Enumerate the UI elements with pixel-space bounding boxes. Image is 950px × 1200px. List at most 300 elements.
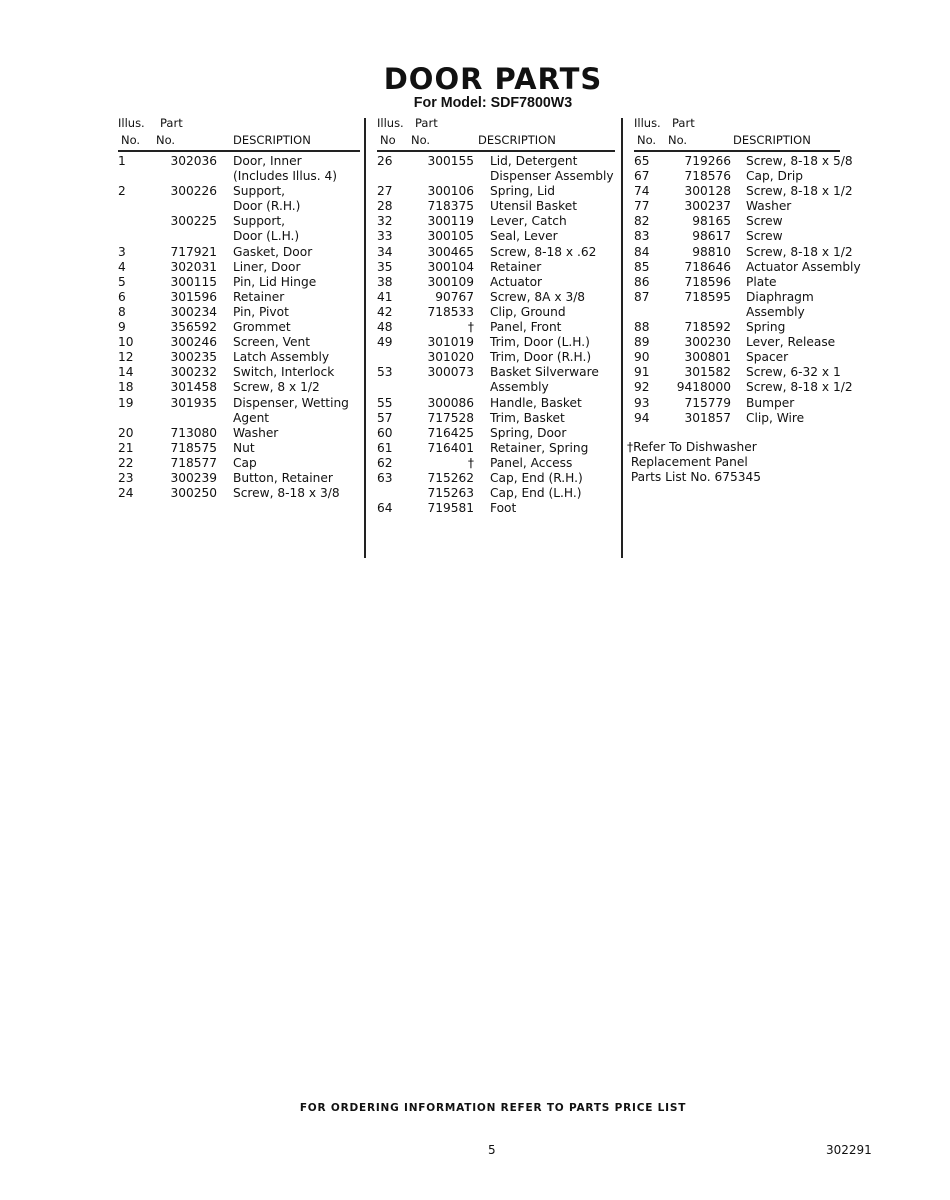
part-no-header: No. <box>668 133 688 147</box>
part-description: Trim, Door (R.H.) <box>490 350 592 365</box>
table-row <box>377 184 617 199</box>
illus-number: 21 <box>118 440 134 455</box>
illus-number: 1 <box>118 154 126 168</box>
illus-number: 55 <box>377 395 393 410</box>
table-row <box>118 441 360 456</box>
table-row <box>118 184 360 214</box>
part-number: 300225 <box>170 214 217 229</box>
part-description: Switch, Interlock <box>233 365 335 380</box>
illus-number: 26 <box>377 154 393 168</box>
part-description: Foot <box>490 501 517 516</box>
document-number: 302291 <box>826 1143 872 1157</box>
row-line <box>634 275 866 290</box>
part-description: Screw, 8A x 3/8 <box>490 289 586 304</box>
illus-number: 64 <box>377 501 393 516</box>
part-no-header: No. <box>156 133 176 147</box>
illus-number: 32 <box>377 214 393 229</box>
table-row <box>634 380 866 395</box>
part-description: Screen, Vent <box>233 335 311 350</box>
row-line <box>118 396 360 411</box>
row-line <box>634 245 866 260</box>
row-line <box>377 335 617 350</box>
table-row <box>634 275 866 290</box>
row-line <box>377 350 617 365</box>
part-description: Screw <box>746 214 783 229</box>
part-description: Dispenser Assembly <box>490 169 614 184</box>
illus-no-header: No. <box>121 133 141 147</box>
part-description: Diaphragm <box>746 289 814 304</box>
part-description: Pin, Lid Hinge <box>233 274 317 289</box>
illus-number: 82 <box>634 214 650 229</box>
row-line <box>634 380 866 395</box>
part-number: 718533 <box>427 304 474 319</box>
part-description: Plate <box>746 274 777 289</box>
part-description: Cap, Drip <box>746 169 803 184</box>
table-row <box>118 290 360 305</box>
table-row <box>118 380 360 395</box>
table-row <box>634 350 866 365</box>
part-number: 98165 <box>692 214 731 229</box>
table-row <box>118 456 360 471</box>
table-row <box>634 335 866 350</box>
part-description: Agent <box>233 410 270 425</box>
part-number: 300109 <box>427 274 474 289</box>
part-number: 718595 <box>684 289 731 304</box>
part-description: Clip, Ground <box>490 304 566 319</box>
table-row <box>634 411 866 426</box>
part-number: 718375 <box>427 199 474 214</box>
part-number: 301596 <box>170 289 217 304</box>
illus-number: 27 <box>377 184 393 199</box>
part-number: 98617 <box>692 229 731 244</box>
table-row <box>377 290 617 305</box>
part-description: Lever, Catch <box>490 214 567 229</box>
row-line <box>118 411 360 426</box>
model-subtitle: For Model: SDF7800W3 <box>413 94 573 111</box>
row-line <box>634 305 866 320</box>
row-line <box>118 154 360 169</box>
table-row <box>118 154 360 184</box>
part-description: Button, Retainer <box>233 470 333 485</box>
illus-number: 86 <box>634 274 650 289</box>
part-description: Cap, End (L.H.) <box>490 486 582 501</box>
part-number: 718596 <box>684 274 731 289</box>
illus-header: Illus. <box>377 116 404 130</box>
part-number: 301935 <box>170 395 217 410</box>
column-divider <box>364 118 366 558</box>
table-row <box>377 441 617 456</box>
parts-list <box>377 154 617 516</box>
row-line <box>377 396 617 411</box>
table-row <box>377 214 617 229</box>
part-number: 98810 <box>692 244 731 259</box>
part-description: Bumper <box>746 395 795 410</box>
part-description: Lever, Release <box>746 335 836 350</box>
table-row <box>377 471 617 486</box>
part-number: 300801 <box>684 350 731 365</box>
illus-number: 4 <box>118 259 126 274</box>
row-line <box>377 214 617 229</box>
part-description: Spacer <box>746 350 789 365</box>
illus-number: 38 <box>377 274 393 289</box>
header-rule <box>634 150 840 152</box>
part-description: Spring <box>746 320 786 335</box>
illus-number: 84 <box>634 244 650 259</box>
row-line <box>118 184 360 199</box>
table-row <box>377 396 617 411</box>
part-number: 301458 <box>170 380 217 395</box>
illus-number: 77 <box>634 199 650 214</box>
part-description: Dispenser, Wetting <box>233 395 349 410</box>
row-line <box>118 245 360 260</box>
part-description: Door (L.H.) <box>233 229 300 244</box>
part-description: Assembly <box>490 380 549 395</box>
part-description: Screw, 8 x 1/2 <box>233 380 320 395</box>
part-number: 300246 <box>170 335 217 350</box>
illus-number: 89 <box>634 335 650 350</box>
part-description: Door, Inner <box>233 154 302 168</box>
part-number: 717528 <box>427 410 474 425</box>
illus-number: 74 <box>634 184 650 199</box>
part-number: 356592 <box>170 320 217 335</box>
table-row <box>118 350 360 365</box>
parts-list <box>118 154 360 501</box>
illus-number: 35 <box>377 259 393 274</box>
part-description: Screw, 8-18 x 3/8 <box>233 486 340 501</box>
illus-number: 60 <box>377 425 393 440</box>
part-number: 300232 <box>170 365 217 380</box>
part-number: 301020 <box>427 350 474 365</box>
row-line <box>377 486 617 501</box>
table-row <box>634 184 866 199</box>
illus-number: 83 <box>634 229 650 244</box>
table-row <box>377 154 617 184</box>
illus-number: 88 <box>634 320 650 335</box>
illus-number: 5 <box>118 274 126 289</box>
part-description: Actuator <box>490 274 543 289</box>
part-description: Retainer, Spring <box>490 440 589 455</box>
table-row <box>377 275 617 290</box>
part-number: 718576 <box>684 169 731 184</box>
row-line <box>377 290 617 305</box>
part-description: Retainer <box>233 289 285 304</box>
illus-number: 61 <box>377 440 393 455</box>
part-number: 300235 <box>170 350 217 365</box>
illus-number: 91 <box>634 365 650 380</box>
table-row <box>377 456 617 471</box>
part-number: 718575 <box>170 440 217 455</box>
table-row <box>118 275 360 290</box>
illus-number: 24 <box>118 486 134 501</box>
description-header: DESCRIPTION <box>478 133 556 147</box>
table-row <box>634 365 866 380</box>
illus-number: 90 <box>634 350 650 365</box>
footnote: †Refer To Dishwasher Replacement Panel Parts List No. 675345 <box>627 440 761 485</box>
illus-number: 48 <box>377 320 393 335</box>
row-line <box>377 199 617 214</box>
row-line <box>634 154 866 169</box>
row-line <box>634 214 866 229</box>
row-line <box>118 275 360 290</box>
table-row <box>634 290 866 320</box>
row-line <box>377 411 617 426</box>
parts-list <box>634 154 866 426</box>
part-number: † <box>467 320 474 335</box>
part-number: 300465 <box>427 244 474 259</box>
part-description: Washer <box>746 199 792 214</box>
part-description: Liner, Door <box>233 259 301 274</box>
column-divider <box>621 118 623 558</box>
illus-number: 23 <box>118 470 134 485</box>
part-description: Spring, Lid <box>490 184 555 199</box>
table-row <box>634 396 866 411</box>
table-row <box>377 229 617 244</box>
part-number: 300128 <box>684 184 731 199</box>
illus-number: 87 <box>634 289 650 304</box>
part-description: Screw, 8-18 x .62 <box>490 244 597 259</box>
part-description: Trim, Door (L.H.) <box>490 335 590 350</box>
part-number: 713080 <box>170 425 217 440</box>
table-row <box>634 154 866 169</box>
illus-number: 9 <box>118 320 126 335</box>
part-description: Panel, Front <box>490 320 562 335</box>
row-line <box>118 260 360 275</box>
part-number: 300234 <box>170 304 217 319</box>
illus-number: 62 <box>377 455 393 470</box>
table-row <box>634 260 866 275</box>
part-description: Panel, Access <box>490 455 573 470</box>
part-number: † <box>467 455 474 470</box>
part-number: 300073 <box>427 365 474 380</box>
table-row <box>377 305 617 320</box>
part-number: 302036 <box>170 154 217 168</box>
row-line <box>118 229 360 244</box>
row-line <box>118 365 360 380</box>
part-number: 300106 <box>427 184 474 199</box>
row-line <box>634 169 866 184</box>
part-number: 716401 <box>427 440 474 455</box>
page-number: 5 <box>488 1143 496 1157</box>
part-description: Nut <box>233 440 255 455</box>
row-line <box>377 365 617 380</box>
row-line <box>377 245 617 260</box>
row-line <box>118 214 360 229</box>
row-line <box>634 290 866 305</box>
ordering-footer: FOR ORDERING INFORMATION REFER TO PARTS PRICE LIST <box>299 1102 687 1114</box>
table-row <box>377 426 617 441</box>
illus-number: 65 <box>634 154 650 168</box>
table-row <box>118 245 360 260</box>
part-description: Support, <box>233 184 286 199</box>
part-number: 300119 <box>427 214 474 229</box>
illus-no-header: No. <box>637 133 657 147</box>
illus-number: 18 <box>118 380 134 395</box>
part-description: Screw, 8-18 x 5/8 <box>746 154 853 168</box>
part-number: 90767 <box>435 289 474 304</box>
illus-number: 20 <box>118 425 134 440</box>
illus-number: 19 <box>118 395 134 410</box>
part-number: 300105 <box>427 229 474 244</box>
header-rule <box>118 150 360 152</box>
table-row <box>634 199 866 214</box>
part-header: Part <box>415 116 438 130</box>
part-number: 300086 <box>427 395 474 410</box>
part-description: Screw <box>746 229 783 244</box>
row-line <box>377 320 617 335</box>
table-row <box>377 335 617 350</box>
part-header: Part <box>160 116 183 130</box>
table-row <box>118 486 360 501</box>
illus-number: 67 <box>634 169 650 184</box>
part-description: Retainer <box>490 259 542 274</box>
part-description: Actuator Assembly <box>746 259 861 274</box>
illus-number: 42 <box>377 304 393 319</box>
part-number: 300104 <box>427 259 474 274</box>
row-line <box>118 486 360 501</box>
part-description: Spring, Door <box>490 425 567 440</box>
page-title: DOOR PARTS <box>383 62 603 96</box>
header-rule <box>377 150 615 152</box>
table-row <box>377 199 617 214</box>
table-row <box>377 260 617 275</box>
row-line <box>118 335 360 350</box>
table-row <box>634 214 866 229</box>
row-line <box>377 471 617 486</box>
part-number: 715779 <box>684 395 731 410</box>
part-number: 300115 <box>170 274 217 289</box>
illus-number: 10 <box>118 335 134 350</box>
illus-number: 22 <box>118 455 134 470</box>
part-header: Part <box>672 116 695 130</box>
illus-number: 63 <box>377 470 393 485</box>
description-header: DESCRIPTION <box>233 133 311 147</box>
part-number: 300226 <box>170 184 217 199</box>
row-line <box>377 441 617 456</box>
row-line <box>377 456 617 471</box>
table-row <box>377 411 617 426</box>
illus-number: 53 <box>377 365 393 380</box>
illus-number: 85 <box>634 259 650 274</box>
table-row <box>377 365 617 395</box>
part-description: Pin, Pivot <box>233 304 289 319</box>
part-description: Screw, 8-18 x 1/2 <box>746 184 853 199</box>
part-description: Utensil Basket <box>490 199 577 214</box>
table-row <box>377 501 617 516</box>
row-line <box>377 305 617 320</box>
table-row <box>118 471 360 486</box>
row-line <box>634 320 866 335</box>
row-line <box>118 350 360 365</box>
row-line <box>118 169 360 184</box>
part-number: 718592 <box>684 320 731 335</box>
illus-number: 28 <box>377 199 393 214</box>
part-number: 715263 <box>427 486 474 501</box>
row-line <box>634 229 866 244</box>
illus-number: 41 <box>377 289 393 304</box>
table-row <box>118 365 360 380</box>
row-line <box>377 380 617 395</box>
row-line <box>377 154 617 169</box>
row-line <box>634 184 866 199</box>
table-row <box>118 320 360 335</box>
illus-number: 6 <box>118 289 126 304</box>
part-number: 718577 <box>170 455 217 470</box>
part-description: Cap, End (R.H.) <box>490 470 583 485</box>
row-line <box>377 426 617 441</box>
row-line <box>377 169 617 184</box>
part-number: 300155 <box>427 154 474 168</box>
part-number: 718646 <box>684 259 731 274</box>
row-line <box>377 260 617 275</box>
part-description: Support, <box>233 214 286 229</box>
part-description: Gasket, Door <box>233 244 313 259</box>
illus-number: 3 <box>118 244 126 259</box>
part-number: 9418000 <box>676 380 731 395</box>
table-row <box>118 260 360 275</box>
part-number: 715262 <box>427 470 474 485</box>
part-number: 301019 <box>427 335 474 350</box>
row-line <box>118 290 360 305</box>
row-line <box>118 320 360 335</box>
part-number: 302031 <box>170 259 217 274</box>
illus-number: 49 <box>377 335 393 350</box>
part-description: Washer <box>233 425 279 440</box>
table-row <box>118 214 360 244</box>
table-row <box>377 350 617 365</box>
part-number: 719266 <box>684 154 731 168</box>
row-line <box>634 365 866 380</box>
part-description: (Includes Illus. 4) <box>233 169 338 184</box>
part-description: Seal, Lever <box>490 229 558 244</box>
row-line <box>118 456 360 471</box>
table-row <box>634 169 866 184</box>
row-line <box>118 471 360 486</box>
part-number: 716425 <box>427 425 474 440</box>
illus-number: 14 <box>118 365 134 380</box>
illus-no-header: No <box>380 133 396 147</box>
table-row <box>377 486 617 501</box>
row-line <box>118 441 360 456</box>
part-number: 301857 <box>684 410 731 425</box>
part-description: Grommet <box>233 320 291 335</box>
part-description: Door (R.H.) <box>233 199 301 214</box>
table-row <box>377 245 617 260</box>
part-description: Latch Assembly <box>233 350 330 365</box>
part-description: Lid, Detergent <box>490 154 578 168</box>
illus-number: 57 <box>377 410 393 425</box>
illus-number: 34 <box>377 244 393 259</box>
row-line <box>634 411 866 426</box>
table-row <box>118 305 360 320</box>
part-description: Screw, 8-18 x 1/2 <box>746 380 853 395</box>
illus-number: 94 <box>634 410 650 425</box>
part-description: Clip, Wire <box>746 410 805 425</box>
row-line <box>634 260 866 275</box>
part-number: 300250 <box>170 486 217 501</box>
part-number: 719581 <box>427 501 474 516</box>
description-header: DESCRIPTION <box>733 133 811 147</box>
row-line <box>118 199 360 214</box>
row-line <box>377 229 617 244</box>
table-row <box>634 320 866 335</box>
table-row <box>118 335 360 350</box>
part-number: 717921 <box>170 244 217 259</box>
row-line <box>634 335 866 350</box>
part-description: Handle, Basket <box>490 395 582 410</box>
illus-number: 93 <box>634 395 650 410</box>
part-number: 300230 <box>684 335 731 350</box>
illus-number: 2 <box>118 184 126 199</box>
